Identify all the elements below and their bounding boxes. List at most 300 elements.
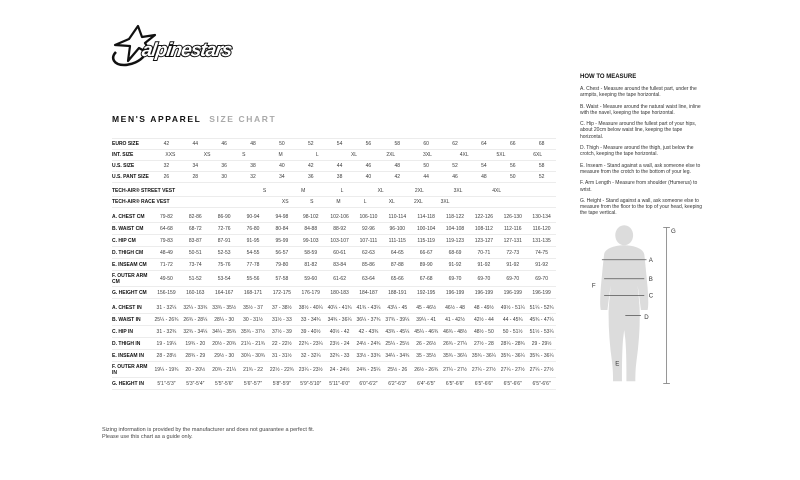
cell-tech-air-race-vest: L bbox=[363, 199, 367, 205]
cell-waist-cm: 108-112 bbox=[474, 225, 493, 232]
table-section-sizes bbox=[112, 139, 556, 183]
cell-euro-size: 66 bbox=[509, 141, 516, 147]
cell-height-in: 5′5″-5′6″ bbox=[215, 380, 234, 387]
cell-chest-in: 32¼ - 33¾ bbox=[183, 304, 208, 311]
row-values-waist-in bbox=[152, 317, 556, 323]
cell-us-pant-size: 52 bbox=[538, 174, 545, 180]
cell-height-in: 6′5″-6′6″ bbox=[503, 380, 522, 387]
row-label-tech-air-street-vest: TECH-AIR® STREET VEST bbox=[112, 188, 176, 194]
measure-instruction-A: A. Chest - Measure around the fullest part, under the armpits, keeping the tape horizontal. bbox=[580, 86, 697, 99]
cell-us-pant-size: 42 bbox=[394, 174, 401, 180]
cell-f-outer-arm-in: 22½ - 22¾ bbox=[269, 366, 294, 373]
cell-thigh-cm: 56-57 bbox=[275, 249, 289, 256]
cell-inseam-in: 30¼ - 30¾ bbox=[241, 352, 265, 359]
row-int-size bbox=[112, 150, 556, 161]
cell-thigh-in: 21¼ - 21¾ bbox=[241, 340, 265, 347]
cell-inseam-in: 32 - 32¼ bbox=[300, 352, 321, 359]
cell-waist-cm: 68-72 bbox=[188, 225, 202, 232]
cell-thigh-in: 23½ - 24 bbox=[329, 340, 350, 347]
row-values-chest-in bbox=[152, 305, 556, 311]
cell-tech-air-street-vest: 2XL bbox=[414, 188, 424, 194]
cell-height-cm: 156-159 bbox=[157, 289, 176, 296]
cell-waist-cm: 116-120 bbox=[532, 225, 551, 232]
row-label-us-pant-size: U.S. PANT SIZE bbox=[112, 174, 149, 180]
cell-euro-size: 62 bbox=[452, 141, 458, 147]
cell-euro-size: 56 bbox=[365, 141, 372, 147]
cell-chest-cm: 79-82 bbox=[160, 213, 173, 220]
cell-tech-air-race-vest: 2XL bbox=[413, 199, 423, 205]
cell-inseam-in: 31 - 31½ bbox=[271, 352, 292, 359]
cell-thigh-in: 22¾ - 23¼ bbox=[298, 340, 323, 347]
cell-hip-in: 32¾ - 34¼ bbox=[183, 328, 208, 335]
cell-tech-air-street-vest: 3XL bbox=[453, 188, 463, 194]
row-thigh-cm bbox=[112, 247, 556, 259]
row-values-euro-size bbox=[152, 141, 556, 147]
cell-euro-size: 48 bbox=[250, 141, 256, 147]
cell-waist-cm: 72-76 bbox=[217, 225, 231, 232]
row-label-chest-cm: A. CHEST CM bbox=[112, 213, 145, 220]
cell-us-size: 36 bbox=[221, 163, 227, 169]
cell-hip-cm: 87-91 bbox=[217, 237, 231, 244]
row-values-tech-air-race-vest bbox=[272, 199, 458, 205]
row-values-us-size bbox=[152, 163, 556, 169]
cell-euro-size: 52 bbox=[307, 141, 314, 147]
row-label-inseam-in: E. INSEAM IN bbox=[112, 352, 144, 359]
cell-hip-cm: 99-103 bbox=[302, 237, 319, 244]
cell-inseam-cm: 73-74 bbox=[188, 261, 202, 268]
cell-waist-cm: 96-100 bbox=[389, 225, 406, 232]
measure-instruction-B: B. Waist - Measure around the natural waist line, inline with the navel, keeping the tape horizontal. bbox=[580, 103, 701, 116]
cell-thigh-cm: 72-73 bbox=[506, 249, 520, 256]
cell-height-in: 6′2″-6′3″ bbox=[388, 380, 407, 387]
cell-hip-in: 40½ - 42 bbox=[329, 328, 350, 335]
cell-height-cm: 196-199 bbox=[445, 289, 465, 296]
row-values-hip-cm bbox=[152, 238, 556, 244]
cell-us-pant-size: 48 bbox=[481, 174, 487, 180]
cell-height-in: 6′0″-6′2″ bbox=[359, 380, 378, 387]
cell-height-cm: 196-199 bbox=[474, 289, 494, 296]
cell-waist-cm: 80-84 bbox=[275, 225, 289, 232]
cell-hip-in: 42 - 43¾ bbox=[358, 328, 379, 335]
cell-f-outer-arm-in: 19¼ - 19¾ bbox=[154, 366, 179, 373]
cell-euro-size: 46 bbox=[221, 141, 227, 147]
label-g: G bbox=[671, 227, 676, 235]
row-label-tech-air-race-vest: TECH-AIR® RACE VEST bbox=[112, 199, 170, 205]
cell-us-pant-size: 50 bbox=[509, 174, 516, 180]
page-title-primary: MEN'S APPAREL bbox=[112, 114, 202, 124]
cell-inseam-in: 32¾ - 33 bbox=[329, 352, 350, 359]
cell-hip-cm: 91-95 bbox=[246, 237, 260, 244]
row-values-f-outer-arm-in bbox=[152, 367, 556, 373]
cell-inseam-cm: 91-92 bbox=[448, 261, 462, 268]
cell-inseam-cm: 81-82 bbox=[304, 261, 318, 268]
alpinestars-wordmark: alpinestars bbox=[140, 40, 233, 61]
cell-inseam-in: 35¾ - 36¼ bbox=[500, 352, 525, 359]
cell-height-in: 6′5″-6′6″ bbox=[532, 380, 551, 387]
cell-chest-cm: 90-94 bbox=[246, 213, 260, 220]
cell-us-size: 48 bbox=[394, 163, 401, 169]
cell-thigh-in: 22 - 22½ bbox=[271, 340, 292, 347]
cell-height-in: 6′5″-6′6″ bbox=[445, 380, 465, 387]
label-a: A bbox=[648, 256, 653, 264]
row-height-in bbox=[112, 378, 556, 390]
cell-hip-in: 50 - 51½ bbox=[502, 328, 523, 335]
cell-int-size: 6XL bbox=[533, 152, 543, 158]
cell-us-size: 34 bbox=[192, 163, 199, 169]
row-hip-cm bbox=[112, 235, 556, 247]
cell-f-outer-arm-in: 23¼ - 23½ bbox=[298, 366, 323, 373]
row-f-outer-arm-in bbox=[112, 362, 556, 378]
cell-waist-in: 37¾ - 39¼ bbox=[385, 316, 410, 323]
row-thigh-in bbox=[112, 338, 556, 350]
footer-line-2: Please use this chart as a guide only. bbox=[102, 434, 193, 440]
cell-chest-cm: 114-118 bbox=[417, 213, 435, 220]
cell-height-in: 5′6″-5′7″ bbox=[243, 380, 263, 387]
cell-us-size: 54 bbox=[481, 163, 487, 169]
row-values-height-in bbox=[152, 381, 556, 387]
cell-hip-in: 43¾ - 45¼ bbox=[385, 328, 410, 335]
row-f-outer-arm-cm bbox=[112, 271, 556, 287]
page-title-secondary: SIZE CHART bbox=[209, 114, 277, 124]
body-silhouette-diagram bbox=[582, 223, 682, 388]
cell-height-cm: 164-167 bbox=[214, 289, 234, 296]
cell-thigh-in: 26 - 26½ bbox=[416, 340, 437, 347]
cell-waist-in: 34¾ - 36¼ bbox=[327, 316, 352, 323]
cell-hip-in: 46¾ - 48½ bbox=[443, 328, 467, 335]
row-values-inseam-cm bbox=[152, 262, 556, 268]
cell-hip-cm: 127-131 bbox=[503, 237, 522, 244]
row-euro-size bbox=[112, 139, 556, 150]
cell-inseam-in: 35¾ - 36¼ bbox=[471, 352, 496, 359]
cell-thigh-in: 25¼ - 25½ bbox=[385, 340, 410, 347]
row-tech-air-street-vest bbox=[112, 186, 556, 197]
cell-chest-cm: 126-130 bbox=[503, 213, 522, 220]
label-c: C bbox=[648, 292, 654, 300]
label-e: E bbox=[615, 360, 620, 368]
cell-int-size: XXS bbox=[165, 152, 176, 158]
cell-us-pant-size: 30 bbox=[221, 174, 227, 180]
cell-hip-cm: 123-127 bbox=[474, 237, 494, 244]
cell-f-outer-arm-in: 26½ - 26¾ bbox=[414, 366, 439, 373]
row-values-thigh-in bbox=[152, 341, 556, 347]
cell-euro-size: 54 bbox=[336, 141, 343, 147]
cell-int-size: 3XL bbox=[423, 152, 432, 158]
cell-height-in: 6′5″-6′6″ bbox=[474, 380, 493, 387]
cell-height-cm: 160-163 bbox=[186, 289, 205, 296]
cell-hip-in: 35¾ - 37½ bbox=[241, 328, 265, 335]
cell-tech-air-race-vest: XS bbox=[281, 199, 289, 205]
cell-us-pant-size: 36 bbox=[307, 174, 314, 180]
row-values-thigh-cm bbox=[152, 250, 556, 256]
cell-f-outer-arm-cm: 59-60 bbox=[304, 275, 318, 282]
measure-instruction-G: G. Height - Stand against a wall, ask someone else to measure from the floor to the top of your head, keeping the tape vertical. bbox=[580, 197, 703, 217]
cell-inseam-in: 29½ - 30 bbox=[214, 352, 235, 359]
cell-waist-cm: 92-96 bbox=[362, 225, 375, 232]
label-d: D bbox=[644, 313, 649, 321]
cell-waist-in: 41 - 42½ bbox=[445, 316, 465, 323]
row-label-height-in: G. HEIGHT IN bbox=[112, 380, 144, 387]
cell-chest-in: 40¼ - 41¾ bbox=[327, 304, 352, 311]
row-us-pant-size bbox=[112, 172, 556, 183]
cell-us-size: 46 bbox=[365, 163, 372, 169]
cell-chest-in: 49½ - 51¼ bbox=[500, 304, 525, 311]
cell-thigh-cm: 60-61 bbox=[333, 249, 346, 256]
cell-int-size: 2XL bbox=[386, 152, 396, 158]
cell-int-size: XS bbox=[203, 152, 211, 158]
row-us-size bbox=[112, 161, 556, 172]
row-label-waist-in: B. WAIST IN bbox=[112, 316, 141, 323]
row-values-height-cm bbox=[152, 290, 556, 296]
cell-hip-cm: 111-115 bbox=[388, 237, 406, 244]
row-label-thigh-in: D. THIGH IN bbox=[112, 340, 141, 347]
cell-chest-in: 38½ - 40¼ bbox=[298, 304, 323, 311]
row-values-tech-air-street-vest bbox=[245, 188, 516, 194]
row-height-cm bbox=[112, 287, 556, 299]
row-waist-cm bbox=[112, 223, 556, 235]
cell-chest-cm: 122-126 bbox=[474, 213, 494, 220]
cell-inseam-cm: 77-78 bbox=[246, 261, 260, 268]
cell-chest-in: 41¾ - 43¼ bbox=[356, 304, 381, 311]
cell-hip-in: 31 - 32¾ bbox=[156, 328, 177, 335]
cell-f-outer-arm-in: 27¼ - 27½ bbox=[443, 366, 467, 373]
row-values-int-size bbox=[152, 152, 556, 158]
cell-thigh-cm: 74-75 bbox=[535, 249, 548, 256]
figure-head bbox=[615, 225, 633, 245]
cell-us-size: 42 bbox=[307, 163, 314, 169]
cell-euro-size: 60 bbox=[423, 141, 429, 147]
cell-waist-cm: 104-108 bbox=[445, 225, 465, 232]
cell-thigh-cm: 64-65 bbox=[390, 249, 404, 256]
cell-height-cm: 176-179 bbox=[301, 289, 320, 296]
cell-f-outer-arm-in: 27¼ - 27½ bbox=[500, 366, 525, 373]
row-label-int-size: INT. SIZE bbox=[112, 152, 134, 158]
cell-waist-in: 33 - 34¾ bbox=[300, 316, 321, 323]
cell-euro-size: 50 bbox=[279, 141, 285, 147]
cell-thigh-cm: 66-67 bbox=[419, 249, 433, 256]
cell-tech-air-race-vest: M bbox=[336, 199, 341, 205]
cell-waist-cm: 100-104 bbox=[416, 225, 436, 232]
cell-us-pant-size: 32 bbox=[250, 174, 256, 180]
measure-instruction-F: F. Arm Length - Measure from shoulder (Humerus) to wrist. bbox=[580, 180, 698, 193]
cell-height-cm: 180-183 bbox=[330, 289, 349, 296]
cell-hip-in: 34¼ - 35¾ bbox=[212, 328, 237, 335]
cell-chest-in: 48 - 49½ bbox=[474, 304, 494, 311]
cell-hip-cm: 115-119 bbox=[417, 237, 435, 244]
cell-thigh-in: 29 - 29½ bbox=[531, 340, 552, 347]
cell-f-outer-arm-cm: 57-58 bbox=[275, 275, 289, 282]
cell-us-pant-size: 46 bbox=[452, 174, 458, 180]
footer-line-1: Sizing information is provided by the manufacturer and does not guarantee a perfect fit. bbox=[102, 427, 315, 433]
cell-thigh-cm: 70-71 bbox=[477, 249, 491, 256]
cell-chest-cm: 98-102 bbox=[302, 213, 319, 220]
cell-f-outer-arm-cm: 51-52 bbox=[188, 275, 202, 282]
cell-f-outer-arm-in: 27¼ - 27½ bbox=[529, 366, 554, 373]
cell-us-size: 38 bbox=[250, 163, 256, 169]
cell-inseam-cm: 71-72 bbox=[160, 261, 173, 268]
cell-hip-in: 45¼ - 46¾ bbox=[414, 328, 439, 335]
cell-hip-in: 39 - 40½ bbox=[300, 328, 321, 335]
cell-waist-in: 36¼ - 37¾ bbox=[356, 316, 381, 323]
cell-waist-in: 44 - 45¾ bbox=[502, 316, 523, 323]
cell-us-pant-size: 40 bbox=[365, 174, 372, 180]
cell-chest-cm: 94-98 bbox=[275, 213, 289, 220]
cell-waist-in: 42½ - 44 bbox=[474, 316, 494, 323]
cell-chest-in: 35½ - 37 bbox=[243, 304, 263, 311]
cell-thigh-in: 28¼ - 28¾ bbox=[500, 340, 525, 347]
cell-height-cm: 172-175 bbox=[272, 289, 292, 296]
cell-tech-air-race-vest: XL bbox=[388, 199, 395, 205]
cell-height-cm: 184-187 bbox=[359, 289, 378, 296]
how-to-measure-list bbox=[580, 86, 706, 217]
cell-f-outer-arm-cm: 69-70 bbox=[477, 275, 491, 282]
cell-int-size: S bbox=[242, 152, 246, 158]
cell-us-size: 32 bbox=[163, 163, 170, 169]
cell-f-outer-arm-cm: 63-64 bbox=[362, 275, 375, 282]
cell-us-size: 58 bbox=[538, 163, 545, 169]
cell-f-outer-arm-cm: 53-54 bbox=[217, 275, 231, 282]
row-values-waist-cm bbox=[152, 226, 556, 232]
cell-inseam-in: 34¼ - 34¾ bbox=[385, 352, 410, 359]
cell-f-outer-arm-cm: 69-70 bbox=[506, 275, 520, 282]
cell-us-size: 50 bbox=[423, 163, 429, 169]
cell-height-cm: 196-199 bbox=[503, 289, 522, 296]
cell-height-in: 6′4″-6′5″ bbox=[417, 380, 436, 387]
cell-chest-in: 37 - 38½ bbox=[271, 304, 292, 311]
cell-inseam-cm: 89-90 bbox=[419, 261, 433, 268]
row-inseam-in bbox=[112, 350, 556, 362]
row-values-f-outer-arm-cm bbox=[152, 276, 556, 282]
cell-f-outer-arm-in: 20¾ - 21¼ bbox=[212, 366, 237, 373]
cell-waist-in: 28¼ - 30 bbox=[214, 316, 235, 323]
cell-f-outer-arm-cm: 61-62 bbox=[333, 275, 346, 282]
cell-tech-air-street-vest: 4XL bbox=[492, 188, 502, 194]
cell-int-size: M bbox=[278, 152, 283, 158]
cell-thigh-cm: 54-55 bbox=[246, 249, 260, 256]
cell-f-outer-arm-in: 25½ - 26 bbox=[387, 366, 408, 373]
cell-inseam-cm: 91-92 bbox=[535, 261, 548, 268]
row-chest-in bbox=[112, 302, 556, 314]
cell-tech-air-street-vest: S bbox=[262, 188, 267, 194]
cell-thigh-in: 19¾ - 20 bbox=[185, 340, 206, 347]
cell-waist-cm: 112-116 bbox=[503, 225, 522, 232]
cell-inseam-in: 28 - 28½ bbox=[156, 352, 177, 359]
cell-thigh-in: 27½ - 28 bbox=[474, 340, 494, 347]
cell-thigh-cm: 58-59 bbox=[304, 249, 318, 256]
alpinestars-star-icon bbox=[108, 22, 248, 74]
cell-thigh-cm: 62-63 bbox=[362, 249, 375, 256]
cell-us-pant-size: 44 bbox=[423, 174, 429, 180]
cell-waist-cm: 76-80 bbox=[246, 225, 260, 232]
cell-hip-cm: 119-123 bbox=[446, 237, 465, 244]
cell-us-size: 44 bbox=[336, 163, 343, 169]
cell-f-outer-arm-in: 21¾ - 22 bbox=[243, 366, 263, 373]
cell-inseam-in: 35 - 35½ bbox=[416, 352, 437, 359]
row-label-chest-in: A. CHEST IN bbox=[112, 304, 142, 311]
cell-thigh-cm: 52-53 bbox=[217, 249, 231, 256]
cell-chest-cm: 82-86 bbox=[188, 213, 202, 220]
cell-chest-in: 43¼ - 45 bbox=[387, 304, 408, 311]
page-title bbox=[112, 114, 276, 124]
cell-int-size: XL bbox=[350, 152, 358, 158]
row-label-euro-size: EURO SIZE bbox=[112, 141, 139, 147]
row-tech-air-race-vest bbox=[112, 197, 556, 208]
cell-chest-in: 45 - 46½ bbox=[416, 304, 437, 311]
cell-waist-cm: 84-88 bbox=[304, 225, 318, 232]
cell-waist-in: 25¼ - 26¾ bbox=[154, 316, 179, 323]
cell-height-cm: 168-171 bbox=[243, 289, 263, 296]
table-section-cm bbox=[112, 211, 556, 299]
cell-chest-in: 31 - 32¼ bbox=[156, 304, 177, 311]
cell-thigh-cm: 50-51 bbox=[188, 249, 202, 256]
cell-thigh-in: 20½ - 20¾ bbox=[212, 340, 237, 347]
cell-waist-cm: 64-68 bbox=[160, 225, 173, 232]
cell-height-cm: 196-199 bbox=[532, 289, 551, 296]
row-label-inseam-cm: E. INSEAM CM bbox=[112, 261, 147, 268]
figure-body bbox=[600, 245, 648, 381]
cell-us-pant-size: 34 bbox=[279, 174, 285, 180]
cell-us-pant-size: 26 bbox=[163, 174, 170, 180]
cell-waist-in: 45¾ - 47¼ bbox=[529, 316, 554, 323]
table-section-tech-air bbox=[112, 186, 556, 208]
how-to-measure-title: HOW TO MEASURE bbox=[580, 74, 637, 80]
cell-chest-in: 46½ - 48 bbox=[445, 304, 465, 311]
measure-instruction-E: E. Inseam - Stand against a wall, ask someone else to measure from the crotch to the bottom of your leg. bbox=[580, 162, 701, 175]
cell-waist-cm: 88-92 bbox=[333, 225, 346, 232]
cell-tech-air-street-vest: M bbox=[301, 188, 306, 194]
measurement-figure bbox=[582, 223, 706, 393]
cell-height-in: 5′8″-5′9″ bbox=[272, 380, 291, 387]
cell-f-outer-arm-cm: 69-70 bbox=[535, 275, 548, 282]
cell-hip-in: 37½ - 39 bbox=[271, 328, 292, 335]
row-values-chest-cm bbox=[152, 214, 556, 220]
cell-chest-in: 33¾ - 35½ bbox=[212, 304, 237, 311]
row-values-us-pant-size bbox=[152, 174, 556, 180]
how-to-measure-panel bbox=[580, 74, 706, 393]
row-label-waist-cm: B. WAIST CM bbox=[112, 225, 144, 232]
cell-inseam-in: 33½ - 33¾ bbox=[356, 352, 381, 359]
cell-waist-in: 30 - 31½ bbox=[243, 316, 263, 323]
cell-thigh-in: 24½ - 24¾ bbox=[356, 340, 381, 347]
cell-inseam-cm: 91-92 bbox=[477, 261, 491, 268]
cell-hip-cm: 131-135 bbox=[532, 237, 551, 244]
cell-euro-size: 44 bbox=[192, 141, 199, 147]
cell-hip-cm: 103-107 bbox=[330, 237, 349, 244]
cell-us-size: 52 bbox=[452, 163, 458, 169]
row-label-f-outer-arm-in: F. OUTER ARM IN bbox=[112, 363, 148, 376]
cell-euro-size: 68 bbox=[538, 141, 545, 147]
cell-hip-cm: 83-87 bbox=[188, 237, 202, 244]
cell-us-pant-size: 38 bbox=[336, 174, 343, 180]
cell-chest-cm: 106-110 bbox=[359, 213, 378, 220]
cell-inseam-cm: 79-80 bbox=[275, 261, 289, 268]
cell-us-pant-size: 28 bbox=[192, 174, 199, 180]
row-values-inseam-in bbox=[152, 353, 556, 359]
cell-inseam-cm: 75-76 bbox=[217, 261, 231, 268]
row-label-thigh-cm: D. THIGH CM bbox=[112, 249, 144, 256]
cell-int-size: 5XL bbox=[496, 152, 506, 158]
cell-f-outer-arm-in: 24¾ - 25¼ bbox=[356, 366, 381, 373]
cell-inseam-cm: 83-84 bbox=[333, 261, 346, 268]
cell-chest-cm: 86-90 bbox=[217, 213, 231, 220]
cell-f-outer-arm-in: 24 - 24½ bbox=[329, 366, 350, 373]
label-b: B bbox=[648, 275, 653, 283]
row-values-hip-in bbox=[152, 329, 556, 335]
cell-f-outer-arm-cm: 67-68 bbox=[419, 275, 433, 282]
cell-inseam-cm: 91-92 bbox=[506, 261, 520, 268]
cell-height-in: 5′3″-5′4″ bbox=[186, 380, 205, 387]
cell-f-outer-arm-in: 20 - 20½ bbox=[185, 366, 206, 373]
cell-thigh-cm: 48-49 bbox=[160, 249, 173, 256]
